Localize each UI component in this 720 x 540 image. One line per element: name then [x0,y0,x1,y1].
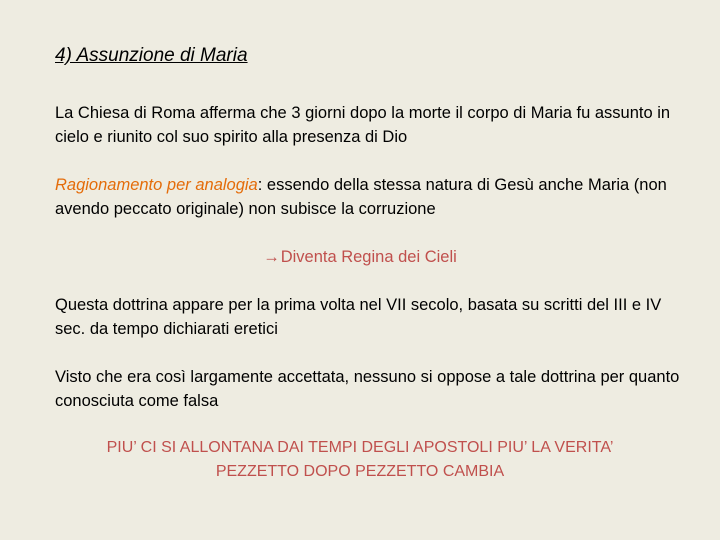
analogy-highlight: Ragionamento per analogia [55,176,258,194]
conclusion-text: Diventa Regina dei Cieli [280,248,457,266]
paragraph-doctrine-origin: Questa dottrina appare per la prima volta nel VII secolo, basata su scritti del III e IV sec. da tempo dichiarati eretici [55,296,662,338]
paragraph-analogy [55,173,695,221]
closing-line-2: PEZZETTO DOPO PEZZETTO CAMBIA [215,463,505,480]
paragraph-acceptance: Visto che era così largamente accettata, nessuno si oppose a tale dottrina per quanto conosciuta come falsa [55,368,680,410]
arrow-right-icon: → [263,248,280,266]
closing-statement [0,436,720,484]
closing-line-1: PIU’ CI SI ALLONTANA DAI TEMPI DEGLI APOSTOLI PIU’ LA VERITA’ [106,439,614,456]
analogy-text: : essendo della stessa natura di Gesù anche Maria (non avendo peccato originale) non subisce la corruzione [55,176,667,218]
paragraph-assumption-claim: La Chiesa di Roma afferma che 3 giorni dopo la morte il corpo di Maria fu assunto in cielo e riunito col suo spirito alla presenza di Dio [55,104,671,146]
conclusion-line [0,245,720,269]
slide-title: 4) Assunzione di Maria [55,45,248,66]
